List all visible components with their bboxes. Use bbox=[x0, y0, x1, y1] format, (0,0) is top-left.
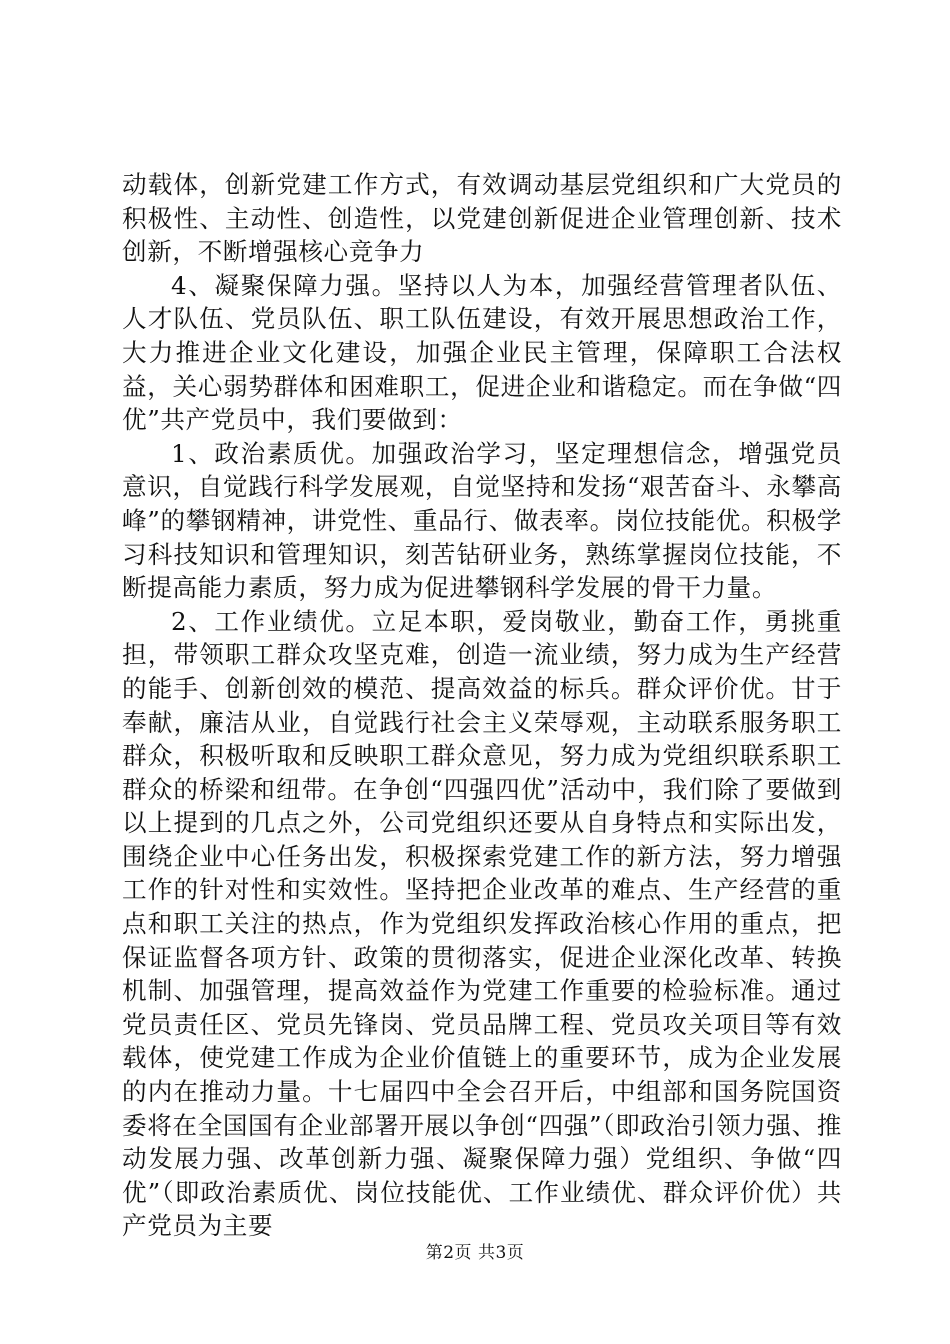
page-footer bbox=[0, 1242, 950, 1264]
paragraph-item-2: 2、工作业绩优。立足本职，爱岗敬业，勤奋工作，勇挑重担，带领职工群众攻坚克难，创造一流业绩，努力成为生产经营的能手、创新创效的模范、提高效益的标兵。群众评价优。甘于奉献，廉洁从业，自觉践行社会主义荣辱观，主动联系服务职工群众，积极听取和反映职工群众意见，努力成为党组织联系职工群众的桥梁和纽带。在争创“四强四优”活动中，我们除了要做到以上提到的几点之外，公司党组织还要从自身特点和实际出发，围绕企业中心任务出发，积极探索党建工作的新方法，努力增强工作的针对性和实效性。坚持把企业改革的难点、生产经营的重点和职工关注的热点，作为党组织发挥政治核心作用的重点，把保证监督各项方针、政策的贯彻落实，促进企业深化改革、转换机制、加强管理，提高效益作为党建工作重要的检验标准。通过党员责任区、党员先锋岗、党员品牌工程、党员攻关项目等有效载体，使党建工作成为企业价值链上的重要环节，成为企业发展的内在推动力量。十七届四中全会召开后，中组部和国务院国资委将在全国国有企业部署开展以争创“四强”（即政治引领力强、推动发展力强、改革创新力强、凝聚保障力强）党组织、争做“四优”（即政治素质优、岗位技能优、工作业绩优、群众评价优）共产党员为主要 bbox=[122, 606, 842, 1241]
paragraph-item-4: 4、凝聚保障力强。坚持以人为本，加强经营管理者队伍、人才队伍、党员队伍、职工队伍建设，有效开展思想政治工作，大力推进企业文化建设，加强企业民主管理，保障职工合法权益，关心弱势群体和困难职工，促进企业和谐稳定。而在争做“四优”共产党员中，我们要做到： bbox=[122, 270, 842, 435]
paragraph-item-1: 1、政治素质优。加强政治学习，坚定理想信念，增强党员意识，自觉践行科学发展观，自觉坚持和发扬“艰苦奋斗、永攀高峰”的攀钢精神，讲党性、重品行、做表率。岗位技能优。积极学习科技知识和管理知识，刻苦钻研业务，熟练掌握岗位技能，不断提高能力素质，努力成为促进攀钢科学发展的骨干力量。 bbox=[122, 438, 842, 603]
paragraph-continuation: 动载体，创新党建工作方式，有效调动基层党组织和广大党员的积极性、主动性、创造性，以党建创新促进企业管理创新、技术创新，不断增强核心竞争力 bbox=[122, 170, 842, 267]
page-number-label: 第2页 共3页 bbox=[425, 1243, 525, 1263]
document-body bbox=[122, 168, 842, 1243]
